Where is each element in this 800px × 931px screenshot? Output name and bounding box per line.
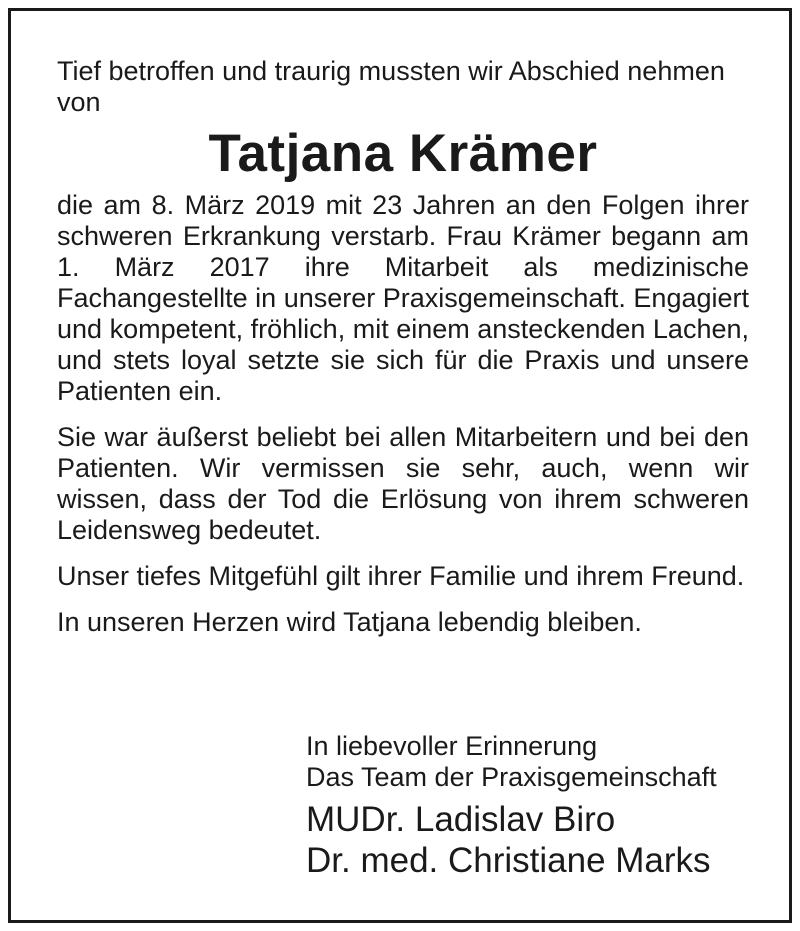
- paragraph-remembrance: In unseren Herzen wird Tatjana lebendig bleiben.: [57, 607, 642, 637]
- paragraph-appreciation: Sie war äußerst beliebt bei allen Mitarbeitern und bei den Patienten. Wir vermissen sie sehr, auch, wenn wir wissen, dass der Tod die Erlösung von ihrem schweren Leidensweg bedeutet.: [57, 422, 749, 545]
- deceased-name: Tatjana Krämer: [208, 124, 598, 183]
- signatory-list: [306, 799, 776, 881]
- signoff-line-memory: In liebevoller Erinnerung: [306, 731, 598, 761]
- paragraph-condolence: Unser tiefes Mitgefühl gilt ihrer Familie und ihrem Freund.: [57, 561, 745, 591]
- paragraph-biography: die am 8. März 2019 mit 23 Jahren an den Folgen ihrer schweren Erkrankung verstarb. Frau Krämer begann am 1. März 2017 ihre Mitarbeit als medizinische Fachangestellte in unserer Praxisgemeinschaft. Engagiert und kompetent, fröhlich, mit einem ansteckenden Lachen, und stets loyal setzte sie sich für die Praxis und unsere Patienten ein.: [57, 190, 749, 406]
- signoff-line-team: Das Team der Praxisgemeinschaft: [306, 762, 717, 792]
- signatory-name: MUDr. Ladislav Biro: [306, 800, 616, 839]
- obituary-body: [57, 56, 749, 653]
- intro-text: Tief betroffen und traurig mussten wir Abschied nehmen von: [57, 56, 725, 117]
- obituary-frame: [8, 8, 792, 923]
- signatory-name: Dr. med. Christiane Marks: [306, 841, 711, 880]
- signoff-block: [306, 731, 776, 881]
